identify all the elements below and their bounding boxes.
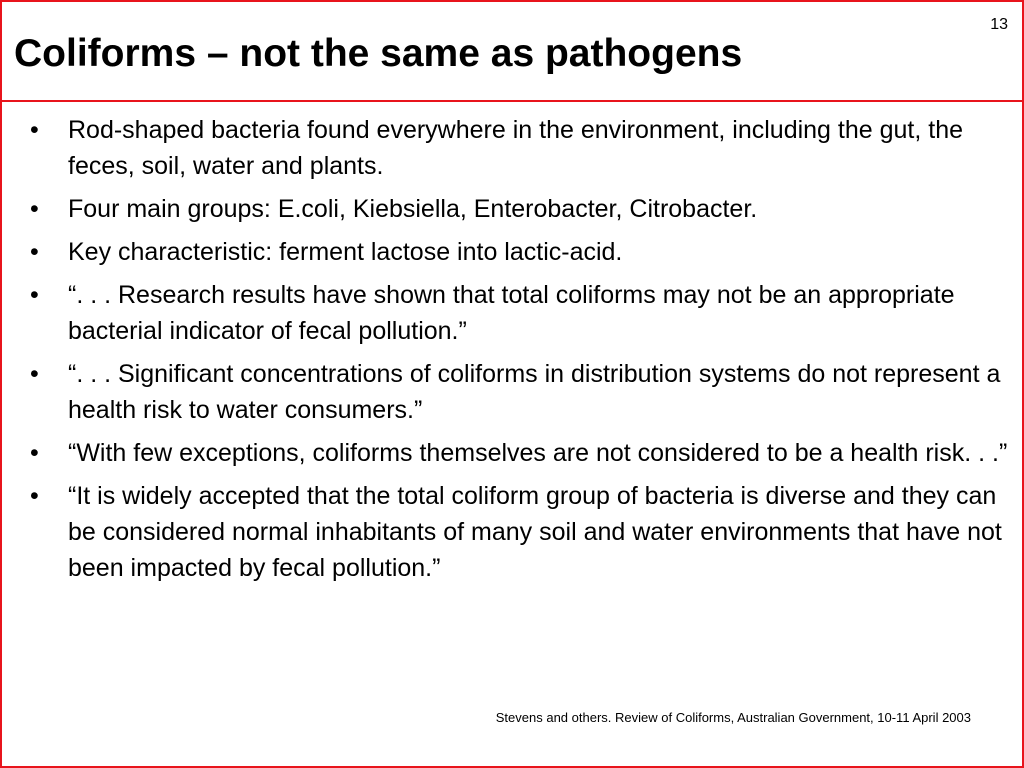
bullet-item [2, 112, 1012, 184]
slide-title: Coliforms – not the same as pathogens [14, 32, 743, 75]
title-bar [2, 2, 1022, 102]
bullet-mark: • [30, 195, 39, 223]
bullet-mark: • [30, 360, 39, 388]
bullet-text: Key characteristic: ferment lactose into lactic-acid. [68, 238, 623, 266]
bullet-mark: • [30, 439, 39, 467]
bullet-text: “With few exceptions, coliforms themselves are not considered to be a health risk. . .” [68, 439, 1008, 467]
bullet-text: “. . . Significant concentrations of coliforms in distribution systems do not represent a health risk to water consumers.” [68, 360, 1001, 424]
bullet-item [2, 277, 1012, 349]
bullet-mark: • [30, 116, 39, 144]
bullet-text: “It is widely accepted that the total coliform group of bacteria is diverse and they can be considered normal inhabitants of many soil and water environments that have not been impacted by fecal pollution.” [68, 482, 1002, 582]
bullet-text: Rod-shaped bacteria found everywhere in the environment, including the gut, the feces, soil, water and plants. [68, 116, 964, 180]
bullet-list [2, 112, 1012, 593]
bullet-item [2, 435, 1012, 471]
bullet-text: Four main groups: E.coli, Kiebsiella, Enterobacter, Citrobacter. [68, 195, 758, 223]
bullet-item [2, 191, 1012, 227]
bullet-item [2, 234, 1012, 270]
bullet-mark: • [30, 482, 39, 510]
bullet-item [2, 478, 1012, 586]
bullet-mark: • [30, 281, 39, 309]
bullet-mark: • [30, 238, 39, 266]
bullet-item [2, 356, 1012, 428]
bullet-text: “. . . Research results have shown that total coliforms may not be an appropriate bacterial indicator of fecal pollution.” [68, 281, 955, 345]
citation: Stevens and others. Review of Coliforms, Australian Government, 10-11 April 2003 [495, 710, 971, 725]
slide-number: 13 [990, 16, 1008, 33]
